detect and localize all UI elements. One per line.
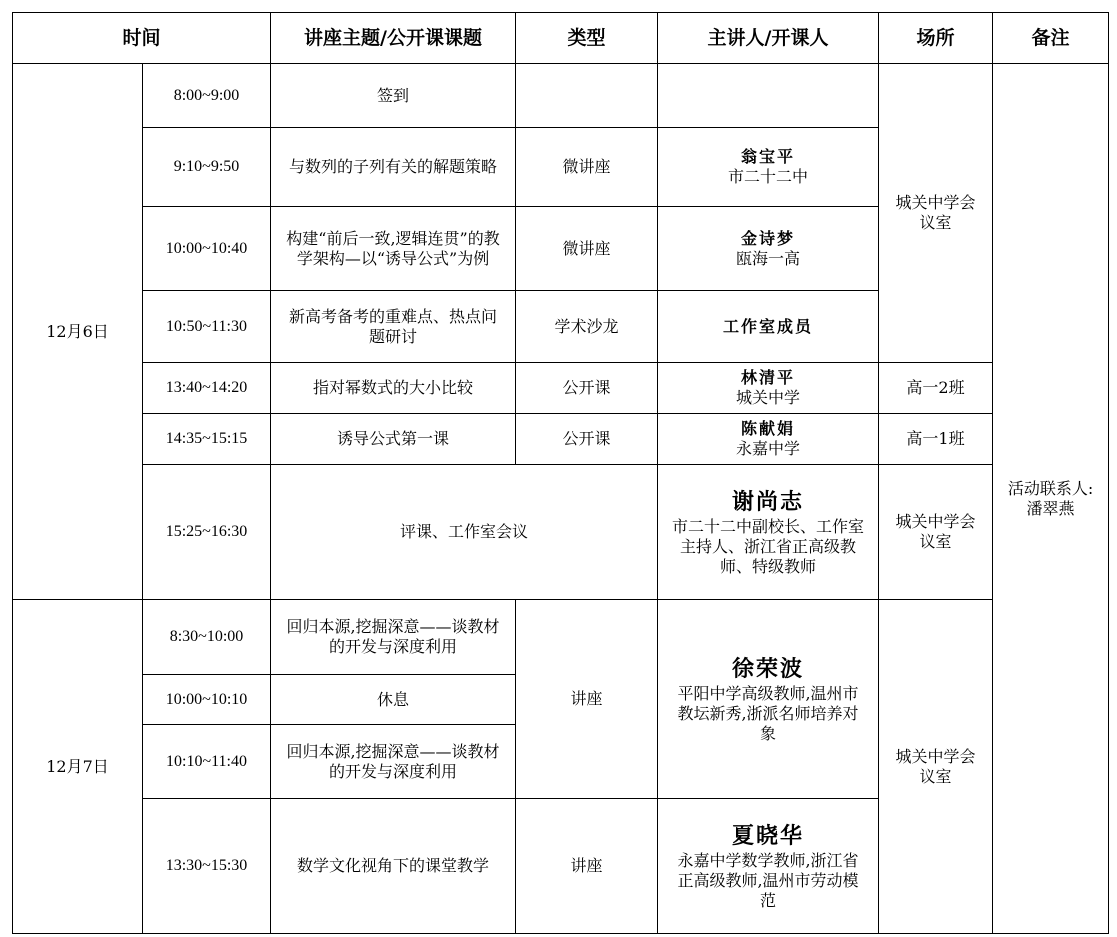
type-cell: 公开课 bbox=[516, 414, 658, 465]
topic-cell: 诱导公式第一课 bbox=[271, 414, 516, 465]
speaker-cell bbox=[658, 465, 879, 600]
speaker-name: 金诗梦 bbox=[741, 228, 796, 248]
time-cell: 10:00~10:40 bbox=[143, 207, 271, 291]
table-row bbox=[13, 414, 1109, 465]
header-venue: 场所 bbox=[879, 13, 993, 64]
venue-cell: 高一2班 bbox=[879, 363, 993, 414]
time-cell: 9:10~9:50 bbox=[143, 128, 271, 207]
time-cell: 15:25~16:30 bbox=[143, 465, 271, 600]
speaker-name: 林清平 bbox=[741, 368, 796, 387]
speaker-desc: 城关中学 bbox=[736, 388, 801, 407]
topic-cell: 回归本源,挖掘深意——谈教材的开发与深度利用 bbox=[271, 600, 516, 675]
table-row bbox=[13, 600, 1109, 675]
contact-note: 活动联系人:潘翠燕 bbox=[993, 64, 1109, 934]
speaker-cell bbox=[658, 600, 879, 799]
time-cell: 10:50~11:30 bbox=[143, 291, 271, 363]
speaker-desc: 瓯海一高 bbox=[736, 248, 801, 268]
speaker-name: 徐荣波 bbox=[732, 656, 805, 682]
table-row bbox=[13, 363, 1109, 414]
time-cell: 13:30~15:30 bbox=[143, 799, 271, 934]
speaker-name: 夏晓华 bbox=[732, 823, 805, 849]
date-cell: 12月7日 bbox=[13, 600, 143, 934]
speaker-cell bbox=[658, 291, 879, 363]
topic-cell: 休息 bbox=[271, 675, 516, 725]
type-cell: 公开课 bbox=[516, 363, 658, 414]
header-row bbox=[13, 13, 1109, 64]
type-cell: 学术沙龙 bbox=[516, 291, 658, 363]
topic-cell: 指对幂数式的大小比较 bbox=[271, 363, 516, 414]
venue-cell: 城关中学会议室 bbox=[879, 465, 993, 600]
venue-cell: 城关中学会议室 bbox=[879, 600, 993, 934]
speaker-cell bbox=[658, 128, 879, 207]
type-cell: 微讲座 bbox=[516, 207, 658, 291]
table-row bbox=[13, 64, 1109, 128]
speaker-desc: 市二十二中副校长、工作室主持人、浙江省正高级教师、特级教师 bbox=[672, 517, 865, 576]
time-cell: 14:35~15:15 bbox=[143, 414, 271, 465]
time-cell: 10:00~10:10 bbox=[143, 675, 271, 725]
topic-cell: 与数列的子列有关的解题策略 bbox=[271, 128, 516, 207]
topic-cell: 构建“前后一致,逻辑连贯”的教学架构—以“诱导公式”为例 bbox=[271, 207, 516, 291]
speaker-name: 工作室成员 bbox=[723, 316, 814, 336]
topic-cell: 数学文化视角下的课堂教学 bbox=[271, 799, 516, 934]
header-topic: 讲座主题/公开课课题 bbox=[271, 13, 516, 64]
speaker-desc: 永嘉中学数学教师,浙江省正高级教师,温州市劳动模范 bbox=[677, 851, 859, 910]
venue-cell: 城关中学会议室 bbox=[879, 64, 993, 363]
speaker-cell bbox=[658, 799, 879, 934]
time-cell: 13:40~14:20 bbox=[143, 363, 271, 414]
speaker-desc: 市二十二中 bbox=[728, 167, 809, 186]
time-cell: 8:30~10:00 bbox=[143, 600, 271, 675]
header-note: 备注 bbox=[993, 13, 1109, 64]
type-cell: 微讲座 bbox=[516, 128, 658, 207]
time-cell: 8:00~9:00 bbox=[143, 64, 271, 128]
venue-cell: 高一1班 bbox=[879, 414, 993, 465]
speaker-cell bbox=[658, 414, 879, 465]
header-time: 时间 bbox=[13, 13, 271, 64]
speaker-name: 翁宝平 bbox=[741, 147, 796, 166]
table-row bbox=[13, 465, 1109, 600]
header-speaker: 主讲人/开课人 bbox=[658, 13, 879, 64]
speaker-desc: 平阳中学高级教师,温州市教坛新秀,浙派名师培养对象 bbox=[677, 684, 859, 743]
speaker-cell bbox=[658, 363, 879, 414]
topic-cell: 签到 bbox=[271, 64, 516, 128]
speaker-cell bbox=[658, 207, 879, 291]
topic-cell: 评课、工作室会议 bbox=[271, 465, 658, 600]
header-type: 类型 bbox=[516, 13, 658, 64]
type-cell: 讲座 bbox=[516, 600, 658, 799]
schedule-table bbox=[12, 12, 1109, 934]
speaker-cell bbox=[658, 64, 879, 128]
date-cell: 12月6日 bbox=[13, 64, 143, 600]
speaker-name: 谢尚志 bbox=[732, 489, 805, 515]
speaker-name: 陈献娟 bbox=[741, 419, 796, 438]
speaker-desc: 永嘉中学 bbox=[736, 439, 801, 458]
topic-cell: 回归本源,挖掘深意——谈教材的开发与深度利用 bbox=[271, 725, 516, 799]
time-cell: 10:10~11:40 bbox=[143, 725, 271, 799]
topic-cell: 新高考备考的重难点、热点问题研讨 bbox=[271, 291, 516, 363]
type-cell: 讲座 bbox=[516, 799, 658, 934]
type-cell bbox=[516, 64, 658, 128]
